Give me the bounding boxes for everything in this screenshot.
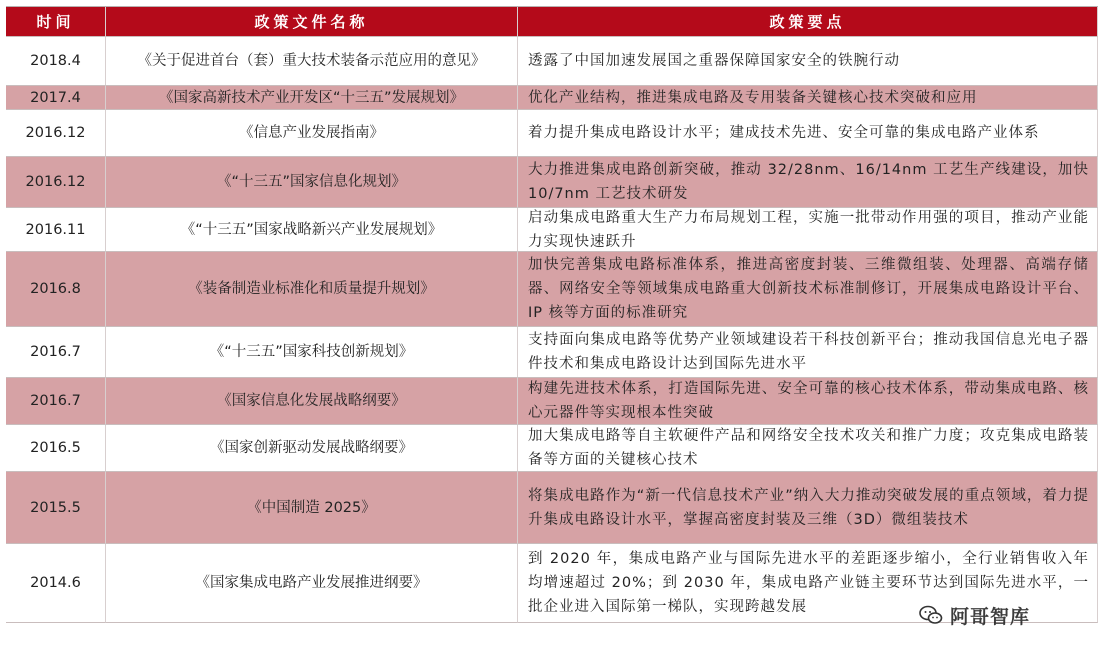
cell-point: 着力提升集成电路设计水平；建成技术先进、安全可靠的集成电路产业体系 bbox=[518, 110, 1098, 157]
cell-name: 《中国制造 2025》 bbox=[106, 472, 518, 544]
header-name: 政策文件名称 bbox=[106, 7, 518, 37]
cell-point: 大力推进集成电路创新突破，推动 32/28nm、16/14nm 工艺生产线建设，加快 10/7nm 工艺技术研发 bbox=[518, 157, 1098, 208]
policy-table bbox=[6, 6, 1098, 653]
cell-point: 将集成电路作为“新一代信息技术产业”纳入大力推动突破发展的重点领域，着力提升集成电路设计水平，掌握高密度封装及三维（3D）微组装技术 bbox=[518, 472, 1098, 544]
cell-point: 启动集成电路重大生产力布局规划工程，实施一批带动作用强的项目，推动产业能力实现快速跃升 bbox=[518, 208, 1098, 252]
cell-name: 《国家创新驱动发展战略纲要》 bbox=[106, 425, 518, 472]
header-point: 政策要点 bbox=[518, 7, 1098, 37]
cell-date: 2016.7 bbox=[6, 327, 106, 378]
cell-point: 加快完善集成电路标准体系，推进高密度封装、三维微组装、处理器、高端存储器、网络安全等领域集成电路重大创新技术标准制修订，开展集成电路设计平台、IP 核等方面的标准研究 bbox=[518, 252, 1098, 327]
cell-point: 支持面向集成电路等优势产业领域建设若干科技创新平台；推动我国信息光电子器件技术和集成电路设计达到国际先进水平 bbox=[518, 327, 1098, 378]
cell-name: 《“十三五”国家科技创新规划》 bbox=[106, 327, 518, 378]
cell-date: 2016.11 bbox=[6, 208, 106, 252]
cell-date: 2018.4 bbox=[6, 37, 106, 86]
cell-point: 构建先进技术体系，打造国际先进、安全可靠的核心技术体系，带动集成电路、核心元器件等实现根本性突破 bbox=[518, 378, 1098, 425]
cell-name: 《信息产业发展指南》 bbox=[106, 110, 518, 157]
cell-name: 《国家信息化发展战略纲要》 bbox=[106, 378, 518, 425]
header-date: 时间 bbox=[6, 7, 106, 37]
cell-point: 优化产业结构，推进集成电路及专用装备关键核心技术突破和应用 bbox=[518, 86, 1098, 110]
cell-point: 到 2020 年，集成电路产业与国际先进水平的差距逐步缩小，全行业销售收入年均增速超过 20%；到 2030 年，集成电路产业链主要环节达到国际先进水平，一批企业进入国际第一梯队，实现跨越发展 bbox=[518, 544, 1098, 623]
cell-date: 2016.12 bbox=[6, 157, 106, 208]
cell-date: 2016.8 bbox=[6, 252, 106, 327]
cell-date: 2015.5 bbox=[6, 472, 106, 544]
watermark-text: 阿哥智库 bbox=[950, 605, 1031, 628]
wechat-icon bbox=[918, 602, 944, 628]
cell-point: 透露了中国加速发展国之重器保障国家安全的铁腕行动 bbox=[518, 37, 1098, 86]
cell-name: 《国家高新技术产业开发区“十三五”发展规划》 bbox=[106, 86, 518, 110]
watermark bbox=[918, 598, 1078, 632]
cell-name: 《“十三五”国家信息化规划》 bbox=[106, 157, 518, 208]
cell-date: 2016.7 bbox=[6, 378, 106, 425]
cell-name: 《“十三五”国家战略新兴产业发展规划》 bbox=[106, 208, 518, 252]
cell-date: 2017.4 bbox=[6, 86, 106, 110]
cell-date: 2016.12 bbox=[6, 110, 106, 157]
cell-date: 2016.5 bbox=[6, 425, 106, 472]
cell-date: 2014.6 bbox=[6, 544, 106, 623]
cell-name: 《国家集成电路产业发展推进纲要》 bbox=[106, 544, 518, 623]
cell-point: 加大集成电路等自主软硬件产品和网络安全技术攻关和推广力度；攻克集成电路装备等方面的关键核心技术 bbox=[518, 425, 1098, 472]
cell-name: 《关于促进首台（套）重大技术装备示范应用的意见》 bbox=[106, 37, 518, 86]
cell-name: 《装备制造业标准化和质量提升规划》 bbox=[106, 252, 518, 327]
